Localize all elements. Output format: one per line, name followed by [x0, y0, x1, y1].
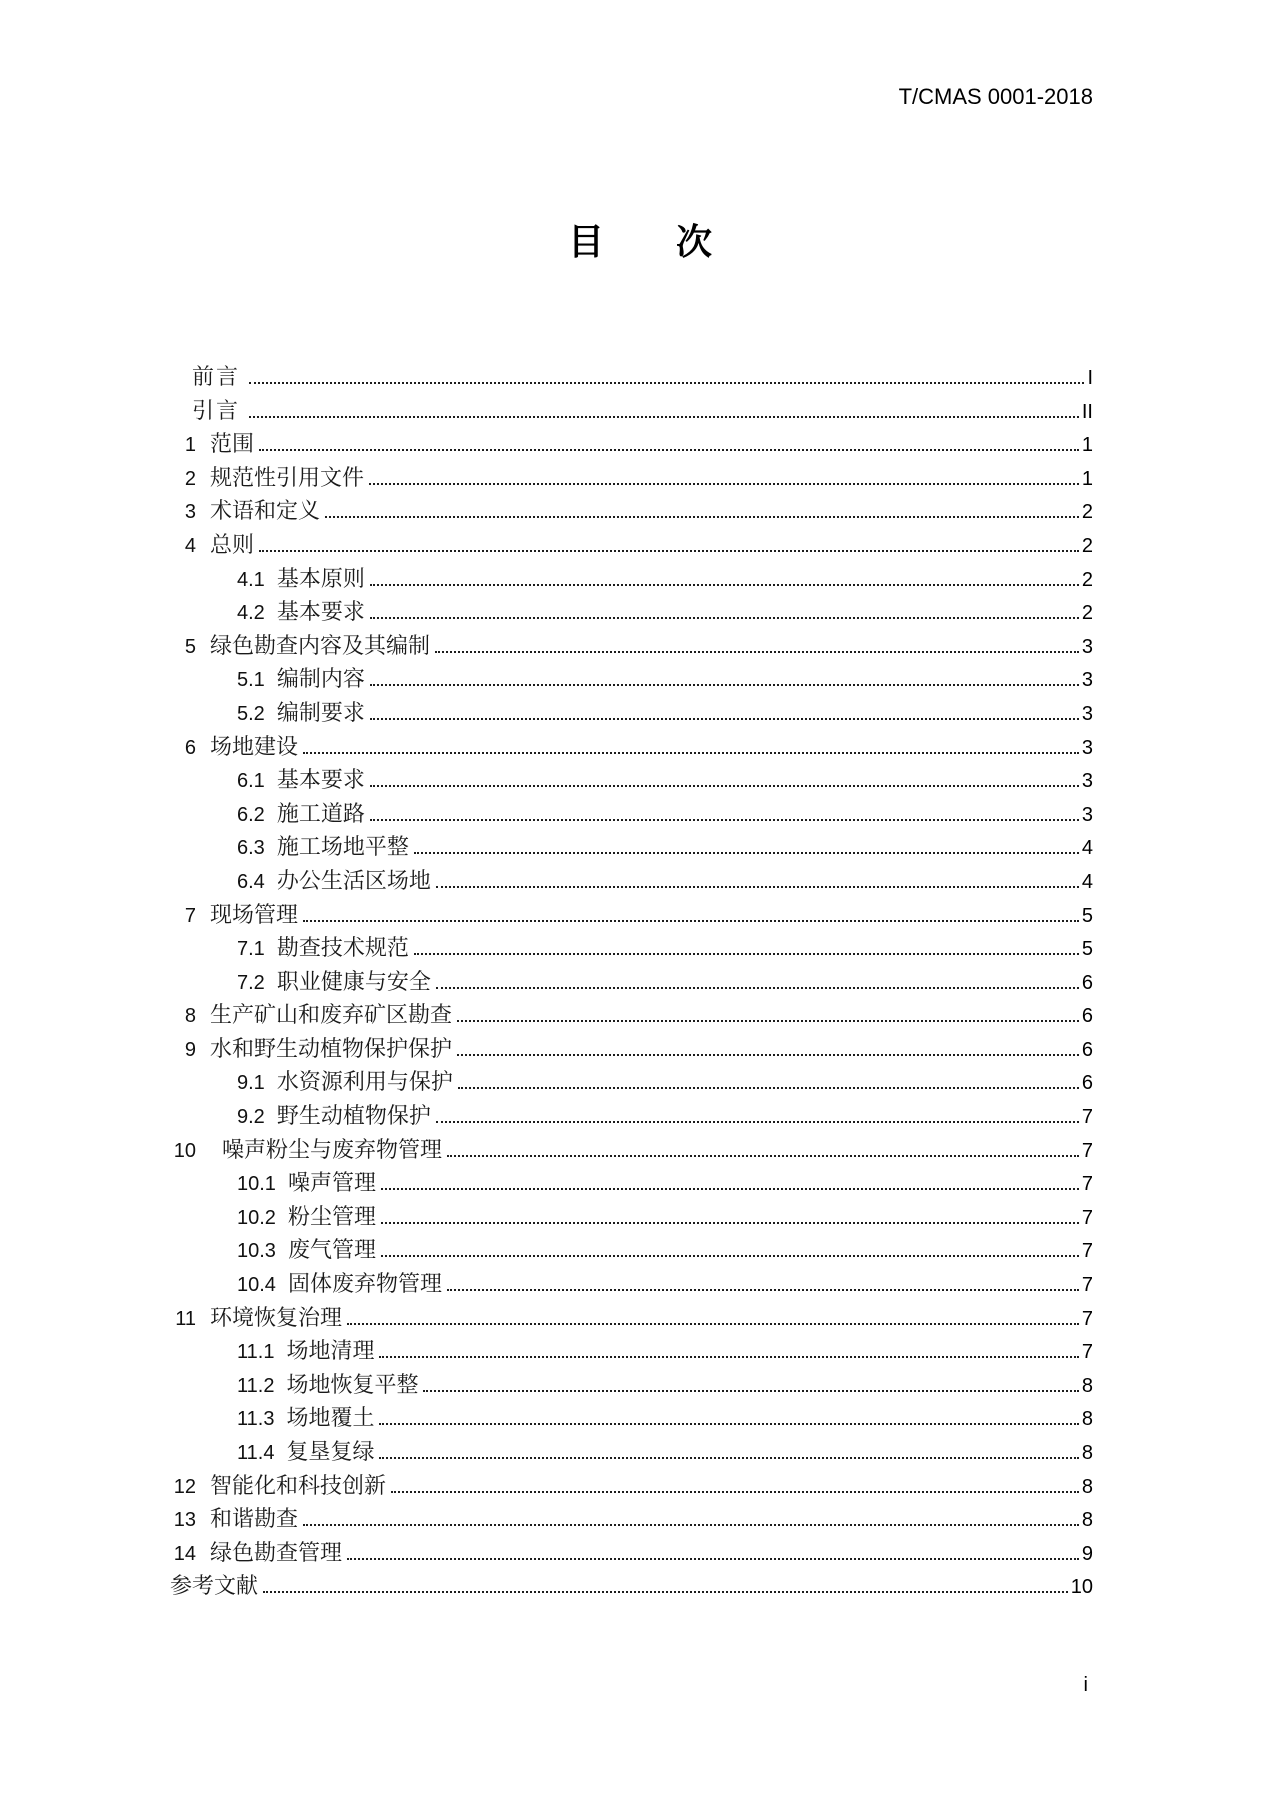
dot-leader [370, 718, 1079, 720]
toc-entry-label: 基本原则 [276, 565, 365, 591]
dot-leader [259, 550, 1079, 552]
dot-leader [303, 920, 1079, 922]
toc-entry-page: 9 [1081, 1542, 1093, 1565]
toc-entry-number: 11.1 [237, 1341, 275, 1364]
toc-entry-number: 10.3 [237, 1240, 276, 1263]
toc-entry-label: 场地覆土 [286, 1405, 375, 1431]
toc-entry-label: 前言 [192, 364, 241, 389]
toc-entry-label: 绿色勘查管理 [210, 1539, 343, 1565]
toc-entry-label: 固体废弃物管理 [287, 1271, 442, 1297]
dot-leader [391, 1491, 1079, 1493]
toc-entry-page: 3 [1081, 702, 1093, 725]
dot-leader [370, 819, 1079, 821]
toc-entry-number: 7.1 [237, 938, 265, 961]
toc-entry-number: 7 [184, 904, 196, 927]
toc-entry[interactable] [237, 797, 1093, 831]
toc-entry-page: 8 [1081, 1442, 1093, 1464]
toc-entry-number: 6.2 [237, 803, 265, 826]
toc-entry-number: 5.1 [237, 669, 265, 692]
dot-leader [379, 1423, 1078, 1425]
toc-entry[interactable] [237, 1200, 1093, 1234]
dot-leader [381, 1255, 1079, 1257]
toc-entry-page: 5 [1081, 938, 1093, 961]
dot-leader [347, 1558, 1079, 1560]
toc-entry-page: 4 [1081, 837, 1093, 860]
toc-entry-number: 6.3 [237, 837, 265, 860]
toc-entry-number: 11.4 [237, 1442, 275, 1464]
toc-entry-number: 5.2 [237, 702, 265, 725]
toc-entry-page: 7 [1081, 1139, 1093, 1162]
toc-entry[interactable] [166, 427, 1093, 461]
toc-entry-page: 7 [1081, 1341, 1093, 1364]
page-title: 目 次 [567, 221, 712, 262]
toc-entry[interactable] [237, 562, 1093, 596]
toc-entry[interactable] [192, 360, 1093, 394]
dot-leader [370, 617, 1079, 619]
toc-entry-number: 14 [173, 1542, 196, 1565]
toc-entry-label: 施工场地平整 [276, 834, 409, 860]
toc-entry-label: 参考文献 [170, 1573, 259, 1599]
toc-entry-number: 11 [175, 1307, 196, 1330]
toc-entry[interactable] [166, 494, 1093, 528]
toc-entry-page: 3 [1081, 803, 1093, 826]
toc-entry-number: 6.4 [237, 870, 265, 893]
toc-entry-page: 2 [1081, 501, 1093, 524]
dot-leader [379, 1457, 1078, 1459]
toc-entry-page: 8 [1081, 1374, 1093, 1397]
toc-entry-label: 场地建设 [210, 733, 299, 759]
dot-leader [457, 1054, 1079, 1056]
toc-entry-label: 复垦复绿 [286, 1439, 375, 1464]
toc-entry-page: 5 [1081, 904, 1093, 927]
toc-entry[interactable] [192, 394, 1093, 428]
dot-leader [381, 1222, 1079, 1224]
toc-entry-label: 废气管理 [287, 1237, 376, 1263]
toc-entry-page: 3 [1081, 635, 1093, 658]
page-number-footer: i [1083, 1674, 1088, 1696]
toc-entry-label: 水和野生动植物保护保护 [210, 1035, 453, 1061]
dot-leader [447, 1155, 1079, 1157]
toc-entry-label: 编制要求 [276, 699, 365, 725]
toc-entry-number: 10 [173, 1139, 196, 1162]
toc-entry-number: 9.1 [237, 1072, 265, 1095]
toc-entry-label: 和谐勘查 [210, 1506, 299, 1532]
toc-entry-page: 7 [1081, 1274, 1093, 1297]
dot-leader [458, 1087, 1079, 1089]
toc-entry-label: 噪声管理 [287, 1170, 376, 1196]
doc-code-header: T/CMAS 0001-2018 [898, 84, 1093, 109]
toc-entry-label: 环境恢复治理 [210, 1304, 343, 1330]
toc-entry-label: 办公生活区场地 [276, 867, 431, 893]
toc-entry-number: 11.2 [237, 1374, 275, 1397]
toc-entry[interactable] [166, 1502, 1093, 1536]
toc-entry[interactable] [237, 965, 1093, 999]
toc-entry-number: 12 [173, 1475, 196, 1498]
toc-entry[interactable] [166, 461, 1093, 495]
toc-entry-label: 勘查技术规范 [276, 935, 409, 961]
toc-entry[interactable] [237, 763, 1093, 797]
toc-entry-page: 6 [1081, 971, 1093, 994]
toc-entry-page: 3 [1081, 770, 1093, 793]
dot-leader [370, 584, 1079, 586]
toc-entry[interactable] [237, 1099, 1093, 1133]
dot-leader [347, 1323, 1079, 1325]
toc-entry[interactable] [166, 1133, 1093, 1167]
toc-entry-page: 1 [1081, 467, 1093, 490]
toc-entry-page: 6 [1081, 1005, 1093, 1028]
toc-entry-page: II [1081, 400, 1093, 423]
toc-entry-page: 8 [1081, 1475, 1093, 1498]
toc-entry-page: 3 [1081, 669, 1093, 692]
toc-entry[interactable] [237, 1334, 1093, 1368]
toc-entry-page: 7 [1081, 1307, 1093, 1330]
toc-entry[interactable] [166, 528, 1093, 562]
dot-leader [414, 852, 1079, 854]
toc-entry-number: 10.1 [237, 1173, 276, 1196]
toc-entry-number: 13 [173, 1509, 196, 1532]
dot-leader [263, 1591, 1068, 1593]
toc-entry-page: 2 [1081, 568, 1093, 591]
toc-entry[interactable] [166, 1469, 1093, 1503]
dot-leader [435, 651, 1079, 653]
toc-entry-label: 生产矿山和废弃矿区勘查 [210, 1002, 453, 1028]
toc-entry-label: 场地恢复平整 [286, 1371, 419, 1397]
toc-entry-label: 术语和定义 [210, 498, 321, 524]
toc-entry[interactable] [237, 1267, 1093, 1301]
toc-entry-page: 3 [1081, 736, 1093, 759]
toc-entry-page: 2 [1081, 534, 1093, 557]
toc-entry[interactable] [237, 1065, 1093, 1099]
dot-leader [369, 483, 1079, 485]
toc-entry-label: 基本要求 [276, 767, 365, 793]
toc-entry[interactable] [237, 1435, 1093, 1469]
toc-entry-number: 10.4 [237, 1274, 276, 1297]
toc-entry-number: 1 [184, 434, 196, 457]
toc-entry[interactable] [237, 662, 1093, 696]
toc-entry-number: 11.3 [237, 1408, 275, 1431]
toc-entry-page: 8 [1081, 1408, 1093, 1431]
dot-leader [414, 953, 1079, 955]
toc-entry-number: 4.2 [237, 602, 265, 625]
dot-leader [447, 1289, 1079, 1291]
dot-leader [436, 886, 1079, 888]
toc-list [166, 360, 1093, 1603]
toc-entry-page: 1 [1081, 434, 1093, 457]
toc-entry-label: 噪声粉尘与废弃物管理 [222, 1136, 443, 1162]
toc-entry-label: 范围 [210, 431, 255, 457]
toc-entry-page: 7 [1081, 1240, 1093, 1263]
toc-entry-label: 绿色勘查内容及其编制 [210, 632, 431, 658]
toc-entry-page: 7 [1081, 1106, 1093, 1129]
toc-entry-label: 编制内容 [276, 666, 365, 692]
toc-entry-label: 引言 [192, 397, 241, 423]
dot-leader [436, 987, 1079, 989]
toc-entry-label: 水资源利用与保护 [276, 1069, 453, 1095]
dot-leader [370, 785, 1079, 787]
dot-leader [303, 1524, 1079, 1526]
toc-entry-number: 9 [184, 1038, 196, 1061]
toc-entry-page: 6 [1081, 1072, 1093, 1095]
toc-entry[interactable] [237, 1401, 1093, 1435]
toc-entry[interactable] [166, 1536, 1093, 1570]
dot-leader [423, 1390, 1078, 1392]
dot-leader [249, 416, 1079, 418]
dot-leader [457, 1020, 1079, 1022]
toc-entry[interactable] [237, 1166, 1093, 1200]
toc-entry-page: 7 [1081, 1173, 1093, 1196]
toc-entry[interactable] [237, 931, 1093, 965]
toc-entry-number: 4.1 [237, 568, 265, 591]
toc-entry-label: 总则 [210, 531, 255, 557]
dot-leader [370, 684, 1079, 686]
toc-entry-page: 6 [1081, 1038, 1093, 1061]
toc-entry-page: 7 [1081, 1206, 1093, 1229]
toc-entry-label: 规范性引用文件 [210, 464, 365, 490]
toc-entry-page: 8 [1081, 1509, 1093, 1532]
toc-entry-label: 基本要求 [276, 599, 365, 625]
dot-leader [303, 752, 1079, 754]
toc-entry[interactable] [237, 1368, 1093, 1402]
toc-entry[interactable] [166, 1032, 1093, 1066]
toc-entry[interactable] [237, 595, 1093, 629]
toc-entry[interactable] [237, 864, 1093, 898]
toc-entry-label: 施工道路 [276, 800, 365, 826]
dot-leader [436, 1121, 1079, 1123]
dot-leader [381, 1188, 1079, 1190]
toc-entry[interactable] [166, 730, 1093, 764]
toc-entry-number: 10.2 [237, 1206, 276, 1229]
toc-entry-page: 4 [1081, 870, 1093, 893]
toc-entry[interactable] [166, 998, 1093, 1032]
toc-entry-page: 2 [1081, 602, 1093, 625]
toc-entry-page: 10 [1070, 1576, 1093, 1599]
toc-entry-number: 3 [184, 501, 196, 524]
toc-entry-label: 场地清理 [286, 1338, 375, 1364]
toc-entry-number: 4 [184, 534, 196, 557]
toc-entry[interactable] [166, 898, 1093, 932]
toc-entry[interactable] [237, 696, 1093, 730]
toc-entry-label: 职业健康与安全 [276, 968, 431, 994]
toc-entry-label: 粉尘管理 [287, 1203, 376, 1229]
toc-entry-number: 9.2 [237, 1106, 265, 1129]
dot-leader [249, 382, 1084, 384]
toc-entry-number: 2 [184, 467, 196, 490]
toc-entry-label: 现场管理 [210, 901, 299, 927]
toc-entry-number: 6 [184, 736, 196, 759]
toc-entry-number: 6.1 [237, 770, 265, 793]
dot-leader [259, 449, 1079, 451]
dot-leader [325, 516, 1079, 518]
toc-entry-label: 智能化和科技创新 [210, 1472, 387, 1498]
toc-entry-number: 5 [184, 635, 196, 658]
toc-entry[interactable] [237, 830, 1093, 864]
toc-entry[interactable] [166, 629, 1093, 663]
dot-leader [379, 1356, 1078, 1358]
toc-entry-label: 野生动植物保护 [276, 1103, 431, 1129]
toc-entry[interactable] [237, 1233, 1093, 1267]
toc-entry-number: 8 [184, 1005, 196, 1028]
toc-entry[interactable] [170, 1569, 1093, 1603]
toc-entry[interactable] [166, 1301, 1093, 1335]
toc-entry-page: I [1087, 367, 1093, 389]
toc-entry-number: 7.2 [237, 971, 265, 994]
